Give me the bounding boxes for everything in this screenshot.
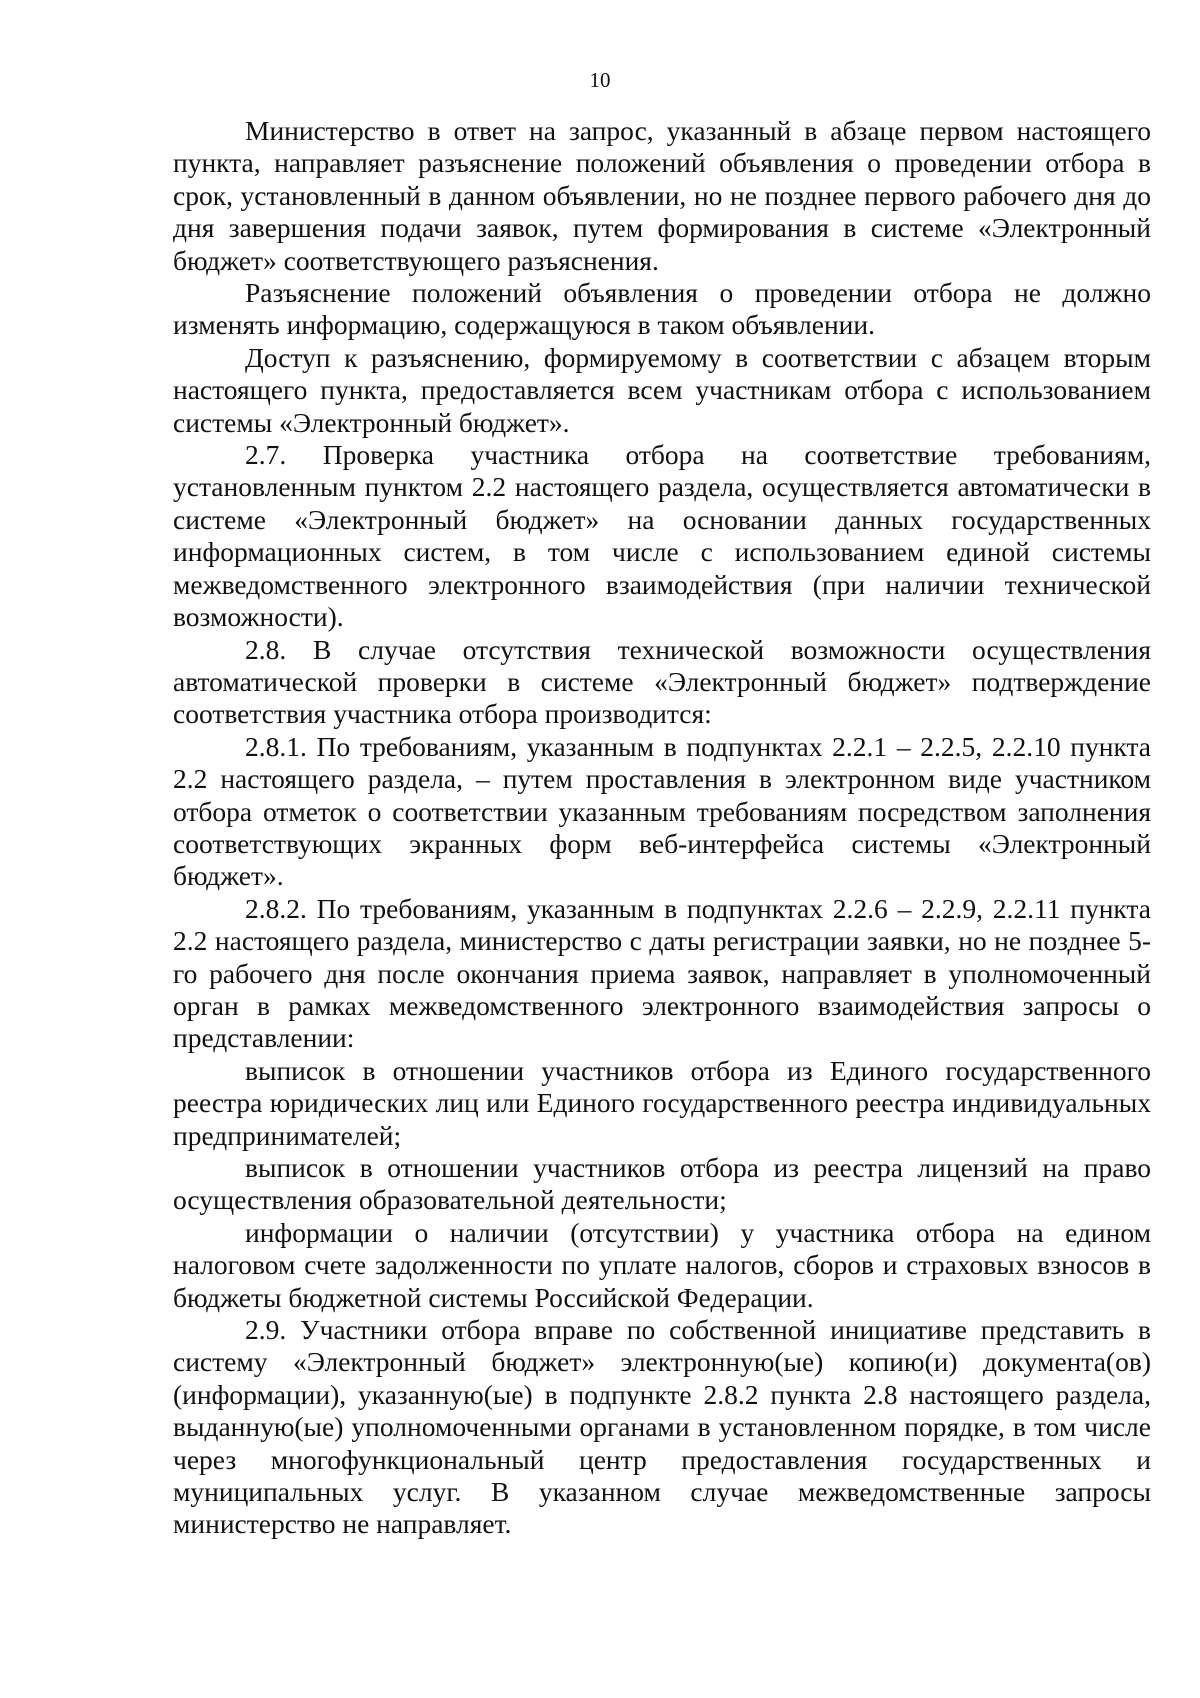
paragraph-ministry-response: Министерство в ответ на запрос, указанный в абзаце первом настоящего пункта, направляет разъяснение положений объявления о проведении отбора в срок, установленный в данном объявлении, но не позднее первого рабочего дня до дня завершения подачи заявок, путем формирования в системе «Электронный бюджет» соответствующего разъяснения. [173, 115, 1151, 276]
page-number: 10 [589, 68, 611, 92]
paragraph-2-8-2: 2.8.2. По требованиям, указанным в подпунктах 2.2.6 – 2.2.9, 2.2.11 пункта 2.2 настоящего раздела, министерство с даты регистрации заявки, но не позднее 5-го рабочего дня после окончания приема заявок, направляет в уполномоченный орган в рамках межведомственного электронного взаимодействия запросы о представлении: [173, 892, 1151, 1054]
paragraph-license-extracts: выписок в отношении участников отбора из реестра лицензий на право осуществления образовательной деятельности; [173, 1152, 1151, 1216]
paragraph-registry-extracts: выписок в отношении участников отбора из Единого государственного реестра юридических лиц или Единого государственного реестра индивидуальных предпринимателей; [173, 1054, 1151, 1151]
document-body [173, 115, 1151, 1541]
paragraph-clarification-access: Доступ к разъяснению, формируемому в соответствии с абзацем вторым настоящего пункта, предоставляется всем участникам отбора с использованием системы «Электронный бюджет». [173, 341, 1151, 438]
paragraph-tax-debt-info: информации о наличии (отсутствии) у участника отбора на едином налоговом счете задолженности по уплате налогов, сборов и страховых взносов в бюджеты бюджетной системы Российской Федерации. [173, 1216, 1151, 1313]
paragraph-clarification-limits: Разъяснение положений объявления о проведении отбора не должно изменять информацию, содержащуюся в таком объявлении. [173, 277, 1151, 341]
paragraph-2-8-1: 2.8.1. По требованиям, указанным в подпунктах 2.2.1 – 2.2.5, 2.2.10 пункта 2.2 настоящего раздела, – путем проставления в электронном виде участником отбора отметок о соответствии указанным требованиям посредством заполнения соответствующих экранных форм веб-интерфейса системы «Электронный бюджет». [173, 730, 1151, 892]
paragraph-2-7: 2.7. Проверка участника отбора на соответствие требованиям, установленным пунктом 2.2 настоящего раздела, осуществляется автоматически в системе «Электронный бюджет» на основании данных государственных информационных систем, в том числе с использованием единой системы межведомственного электронного взаимодействия (при наличии технической возможности). [173, 439, 1151, 633]
paragraph-2-9: 2.9. Участники отбора вправе по собственной инициативе представить в систему «Электронный бюджет» электронную(ые) копию(и) документа(ов) (информации), указанную(ые) в подпункте 2.8.2 пункта 2.8 настоящего раздела, выданную(ые) уполномоченными органами в установленном порядке, в том числе через многофункциональный центр предоставления государственных и муниципальных услуг. В указанном случае межведомственные запросы министерство не направляет. [173, 1314, 1151, 1540]
paragraph-2-8: 2.8. В случае отсутствия технической возможности осуществления автоматической проверки в системе «Электронный бюджет» подтверждение соответствия участника отбора производится: [173, 633, 1151, 730]
